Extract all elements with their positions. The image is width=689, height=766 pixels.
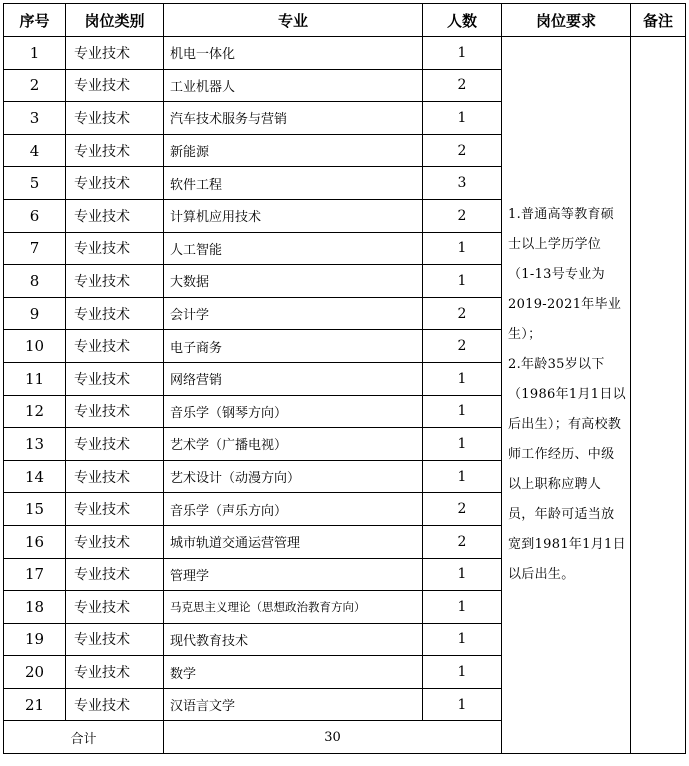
cell-count: 1 [423,102,502,135]
cell-count: 2 [423,330,502,363]
cell-category: 专业技术 [66,362,164,395]
cell-count: 1 [423,591,502,624]
cell-major: 现代教育技术 [164,623,423,656]
cell-count: 1 [423,232,502,265]
cell-no: 12 [4,395,66,428]
cell-major: 音乐学（声乐方向） [164,493,423,526]
header-count: 人数 [423,4,502,37]
cell-category: 专业技术 [66,656,164,689]
cell-count: 1 [423,428,502,461]
cell-no: 17 [4,558,66,591]
cell-no: 7 [4,232,66,265]
cell-count: 1 [423,623,502,656]
table-body [4,37,686,754]
cell-no: 5 [4,167,66,200]
cell-no: 3 [4,102,66,135]
cell-category: 专业技术 [66,37,164,70]
cell-major: 管理学 [164,558,423,591]
table-row [4,37,686,70]
cell-no: 20 [4,656,66,689]
cell-major: 艺术设计（动漫方向） [164,460,423,493]
cell-count: 2 [423,297,502,330]
cell-no: 16 [4,525,66,558]
header-no: 序号 [4,4,66,37]
cell-category: 专业技术 [66,591,164,624]
cell-major: 会计学 [164,297,423,330]
cell-count: 3 [423,167,502,200]
cell-major: 数学 [164,656,423,689]
cell-category: 专业技术 [66,232,164,265]
cell-major: 新能源 [164,134,423,167]
header-major: 专业 [164,4,423,37]
header-requirements: 岗位要求 [502,4,631,37]
cell-no: 6 [4,199,66,232]
cell-count: 1 [423,395,502,428]
cell-no: 13 [4,428,66,461]
cell-category: 专业技术 [66,134,164,167]
cell-major: 马克思主义理论（思想政治教育方向） [164,591,423,624]
cell-major: 电子商务 [164,330,423,363]
cell-category: 专业技术 [66,330,164,363]
cell-count: 1 [423,558,502,591]
cell-category: 专业技术 [66,395,164,428]
cell-major: 网络营销 [164,362,423,395]
cell-no: 11 [4,362,66,395]
cell-category: 专业技术 [66,428,164,461]
cell-category: 专业技术 [66,460,164,493]
cell-category: 专业技术 [66,69,164,102]
total-label: 合计 [4,721,164,754]
cell-no: 19 [4,623,66,656]
cell-no: 21 [4,688,66,721]
cell-no: 9 [4,297,66,330]
cell-major: 城市轨道交通运营管理 [164,525,423,558]
cell-major: 计算机应用技术 [164,199,423,232]
cell-category: 专业技术 [66,688,164,721]
cell-category: 专业技术 [66,167,164,200]
recruitment-table [3,3,686,754]
cell-count: 1 [423,362,502,395]
cell-major: 音乐学（钢琴方向） [164,395,423,428]
cell-count: 1 [423,37,502,70]
cell-category: 专业技术 [66,525,164,558]
cell-major: 软件工程 [164,167,423,200]
cell-count: 2 [423,525,502,558]
cell-major: 艺术学（广播电视） [164,428,423,461]
requirement-item-1: 1.普通高等教育硕士以上学历学位（1-13号专业为2019-2021年毕业生）； [508,207,622,343]
cell-major: 人工智能 [164,232,423,265]
cell-no: 18 [4,591,66,624]
cell-major: 大数据 [164,265,423,298]
cell-no: 15 [4,493,66,526]
requirements-cell [502,37,631,754]
recruitment-table-container [3,3,686,754]
cell-count: 2 [423,69,502,102]
cell-major: 汉语言文学 [164,688,423,721]
cell-count: 2 [423,493,502,526]
cell-no: 14 [4,460,66,493]
cell-major: 机电一体化 [164,37,423,70]
cell-no: 10 [4,330,66,363]
cell-count: 1 [423,265,502,298]
cell-major: 汽车技术服务与营销 [164,102,423,135]
remark-cell [631,37,686,754]
cell-category: 专业技术 [66,102,164,135]
cell-count: 1 [423,688,502,721]
cell-major: 工业机器人 [164,69,423,102]
cell-no: 8 [4,265,66,298]
header-remark: 备注 [631,4,686,37]
cell-category: 专业技术 [66,265,164,298]
cell-category: 专业技术 [66,558,164,591]
cell-count: 2 [423,199,502,232]
total-value: 30 [164,721,502,754]
cell-no: 2 [4,69,66,102]
header-row [4,4,686,37]
cell-count: 1 [423,460,502,493]
requirement-item-2: 2.年龄35岁以下（1986年1月1日以后出生）；有高校教师工作经历、中级以上职称应聘人员，年龄可适当放宽到1981年1月1日以后出生。 [508,357,626,583]
cell-category: 专业技术 [66,493,164,526]
cell-no: 1 [4,37,66,70]
cell-category: 专业技术 [66,199,164,232]
header-category: 岗位类别 [66,4,164,37]
cell-no: 4 [4,134,66,167]
cell-count: 2 [423,134,502,167]
cell-category: 专业技术 [66,623,164,656]
cell-category: 专业技术 [66,297,164,330]
cell-count: 1 [423,656,502,689]
